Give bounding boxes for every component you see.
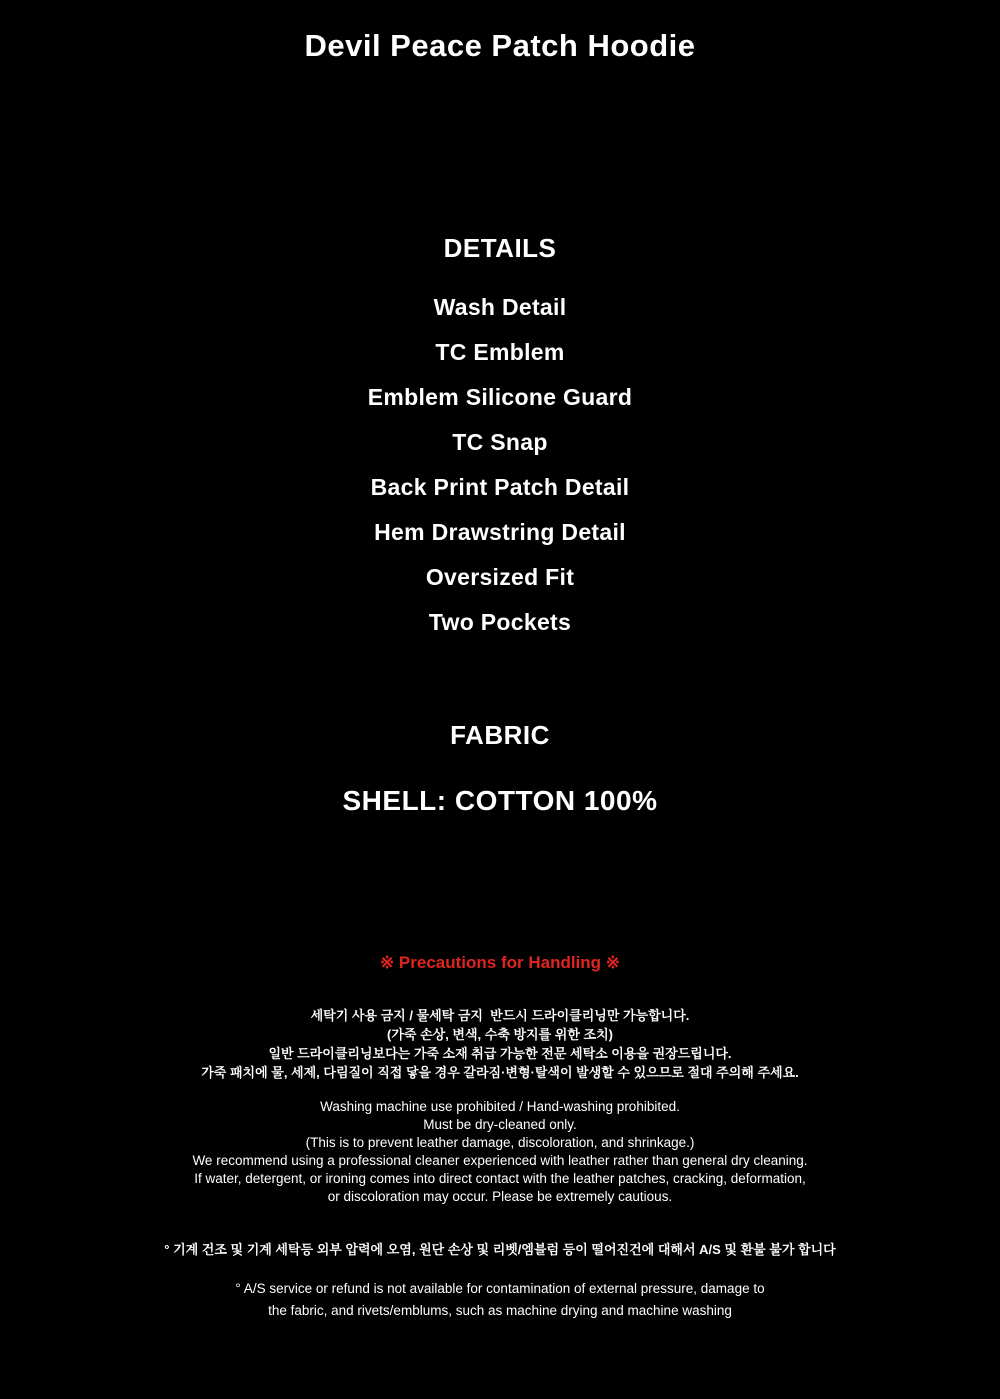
precautions-korean-line: (가죽 손상, 변색, 수축 방지를 위한 조치)	[387, 1027, 613, 1042]
precautions-section	[0, 954, 1000, 1322]
care-note-english-line: the fabric, and rivets/emblums, such as machine drying and machine washing	[268, 1303, 732, 1318]
precautions-english-paragraph	[0, 1098, 1000, 1206]
precautions-heading: ※ Precautions for Handling ※	[379, 953, 621, 972]
detail-item: Emblem Silicone Guard	[367, 384, 633, 410]
care-note-english-line: ° A/S service or refund is not available for contamination of external pressure, damage to	[235, 1281, 765, 1296]
details-list	[0, 296, 1000, 634]
precautions-english-line: Washing machine use prohibited / Hand-washing prohibited.	[320, 1099, 680, 1114]
detail-item: Hem Drawstring Detail	[374, 519, 626, 545]
detail-item: Wash Detail	[433, 294, 567, 320]
care-note-korean: ° 기계 건조 및 기계 세탁등 외부 압력에 오염, 원단 손상 및 리벳/엠블럼 등이 떨어진건에 대해서 A/S 및 환불 불가 합니다	[164, 1242, 836, 1257]
precautions-english-line: (This is to prevent leather damage, discoloration, and shrinkage.)	[305, 1135, 695, 1150]
fabric-section	[0, 722, 1000, 815]
precautions-korean-paragraph	[0, 1006, 1000, 1082]
detail-item: TC Emblem	[435, 339, 565, 365]
details-heading: DETAILS	[443, 233, 557, 263]
precautions-korean-line: 일반 드라이클리닝보다는 가죽 소재 취급 가능한 전문 세탁소 이용을 권장드립니다.	[268, 1046, 732, 1061]
detail-item: Back Print Patch Detail	[370, 474, 630, 500]
detail-item: Oversized Fit	[425, 564, 575, 590]
details-section	[0, 235, 1000, 634]
precautions-korean-line: 가죽 패치에 물, 세제, 다림질이 직접 닿을 경우 갈라짐·변형·탈색이 발생할 수 있으므로 절대 주의해 주세요.	[201, 1065, 799, 1080]
detail-item: TC Snap	[452, 429, 548, 455]
product-title: Devil Peace Patch Hoodie	[304, 28, 696, 63]
fabric-heading: FABRIC	[450, 720, 550, 750]
fabric-shell-composition: SHELL: COTTON 100%	[342, 785, 658, 816]
care-note-english	[0, 1278, 1000, 1322]
precautions-english-line: or discoloration may occur. Please be extremely cautious.	[327, 1189, 673, 1204]
precautions-korean-line: 세탁기 사용 금지 / 물세탁 금지 반드시 드라이클리닝만 가능합니다.	[310, 1008, 690, 1023]
detail-item: Two Pockets	[428, 609, 572, 635]
precautions-english-line: If water, detergent, or ironing comes into direct contact with the leather patches, cracking, deformation,	[194, 1171, 806, 1186]
precautions-english-line: Must be dry-cleaned only.	[423, 1117, 577, 1132]
precautions-english-line: We recommend using a professional cleaner experienced with leather rather than general dry cleaning.	[192, 1153, 808, 1168]
